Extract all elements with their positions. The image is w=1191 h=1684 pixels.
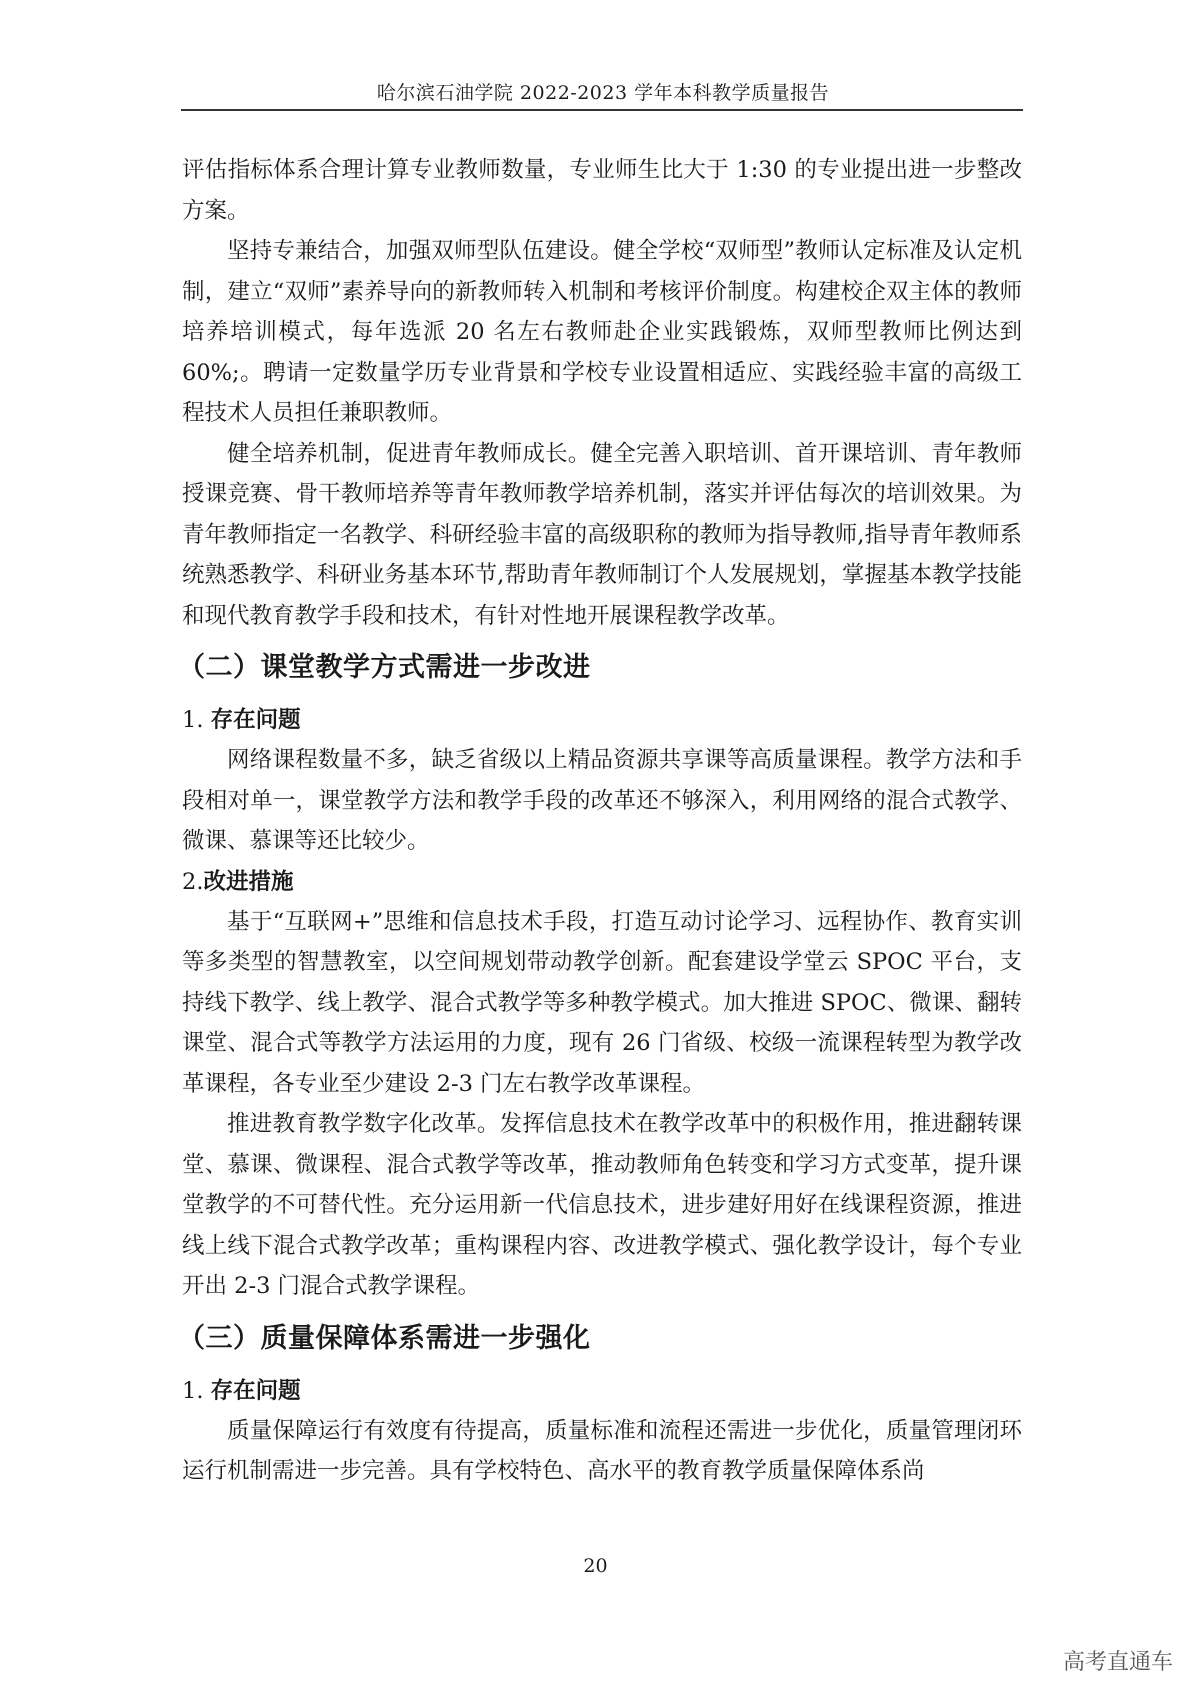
paragraph: 推进教育教学数字化改革。发挥信息技术在教学改革中的积极作用，推进翻转课堂、慕课、微课程、混合式教学等改革，推动教师角色转变和学习方式变革，提升课堂教学的不可替代性。充分运用新一代信息技术，进步建好用好在线课程资源，推进线上线下混合式教学改革；重构课程内容、改进教学模式、强化教学设计，每个专业开出 2-3 门混合式教学课程。 bbox=[182, 1111, 1022, 1299]
paragraph: 网络课程数量不多，缺乏省级以上精品资源共享课等高质量课程。教学方法和手段相对单一，课堂教学方法和教学手段的改革还不够深入，利用网络的混合式教学、微课、慕课等还比较少。 bbox=[182, 747, 1022, 854]
page-header: 哈尔滨石油学院 2022-2023 学年本科教学质量报告 bbox=[376, 82, 830, 104]
paragraph: 坚持专兼结合，加强双师型队伍建设。健全学校“双师型”教师认定标准及认定机制，建立“双师”素养导向的新教师转入机制和考核评价制度。构建校企双主体的教师培养培训模式，每年选派 20 名左右教师赴企业实践锻炼，双师型教师比例达到 60%;。聘请一定数量学历专业背景和学校专业设置相适应、实践经验丰富的高级工程技术人员担任兼职教师。 bbox=[182, 238, 1022, 426]
section-heading: （二）课堂教学方式需进一步改进 bbox=[178, 652, 591, 683]
subsection-number: 2. bbox=[182, 868, 204, 895]
subsection-heading bbox=[182, 862, 1022, 902]
watermark: 高考直通车 bbox=[1062, 1650, 1173, 1675]
subsection-number: 1. bbox=[182, 1377, 211, 1404]
subsection-label: 改进措施 bbox=[203, 868, 294, 895]
subsection-number: 1. bbox=[182, 707, 211, 733]
subsection-heading bbox=[182, 700, 1022, 740]
paragraph: 质量保障运行有效度有待提高，质量标准和流程还需进一步优化，质量管理闭环运行机制需进一步完善。具有学校特色、高水平的教育教学质量保障体系尚 bbox=[182, 1417, 1022, 1484]
document-body bbox=[178, 150, 1022, 1492]
subsection-label: 存在问题 bbox=[210, 1377, 301, 1404]
page-number: 20 bbox=[583, 1555, 608, 1577]
subsection-label: 存在问题 bbox=[210, 707, 301, 733]
section-heading: （三）质量保障体系需进一步强化 bbox=[178, 1322, 591, 1354]
paragraph: 健全培养机制，促进青年教师成长。健全完善入职培训、首开课培训、青年教师授课竞赛、骨干教师培养等青年教师教学培养机制，落实并评估每次的培训效果。为青年教师指定一名教学、科研经验丰富的高级职称的教师为指导教师,指导青年教师系统熟悉教学、科研业务基本环节,帮助青年教师制订个人发展规划，掌握基本教学技能和现代教育教学手段和技术，有针对性地开展课程教学改革。 bbox=[182, 440, 1022, 629]
header-rule bbox=[181, 109, 1023, 111]
paragraph: 评估指标体系合理计算专业教师数量，专业师生比大于 1:30 的专业提出进一步整改方案。 bbox=[182, 157, 1022, 224]
subsection-heading bbox=[182, 1371, 1022, 1411]
paragraph: 基于“互联网+”思维和信息技术手段，打造互动讨论学习、远程协作、教育实训等多类型的智慧教室，以空间规划带动教学创新。配套建设学堂云 SPOC 平台，支持线下教学、线上教学、混合式教学等多种教学模式。加大推进 SPOC、微课、翻转课堂、混合式等教学方法运用的力度，现有 26 门省级、校级一流课程转型为教学改革课程，各专业至少建设 2-3 门左右教学改革课程。 bbox=[182, 908, 1022, 1097]
